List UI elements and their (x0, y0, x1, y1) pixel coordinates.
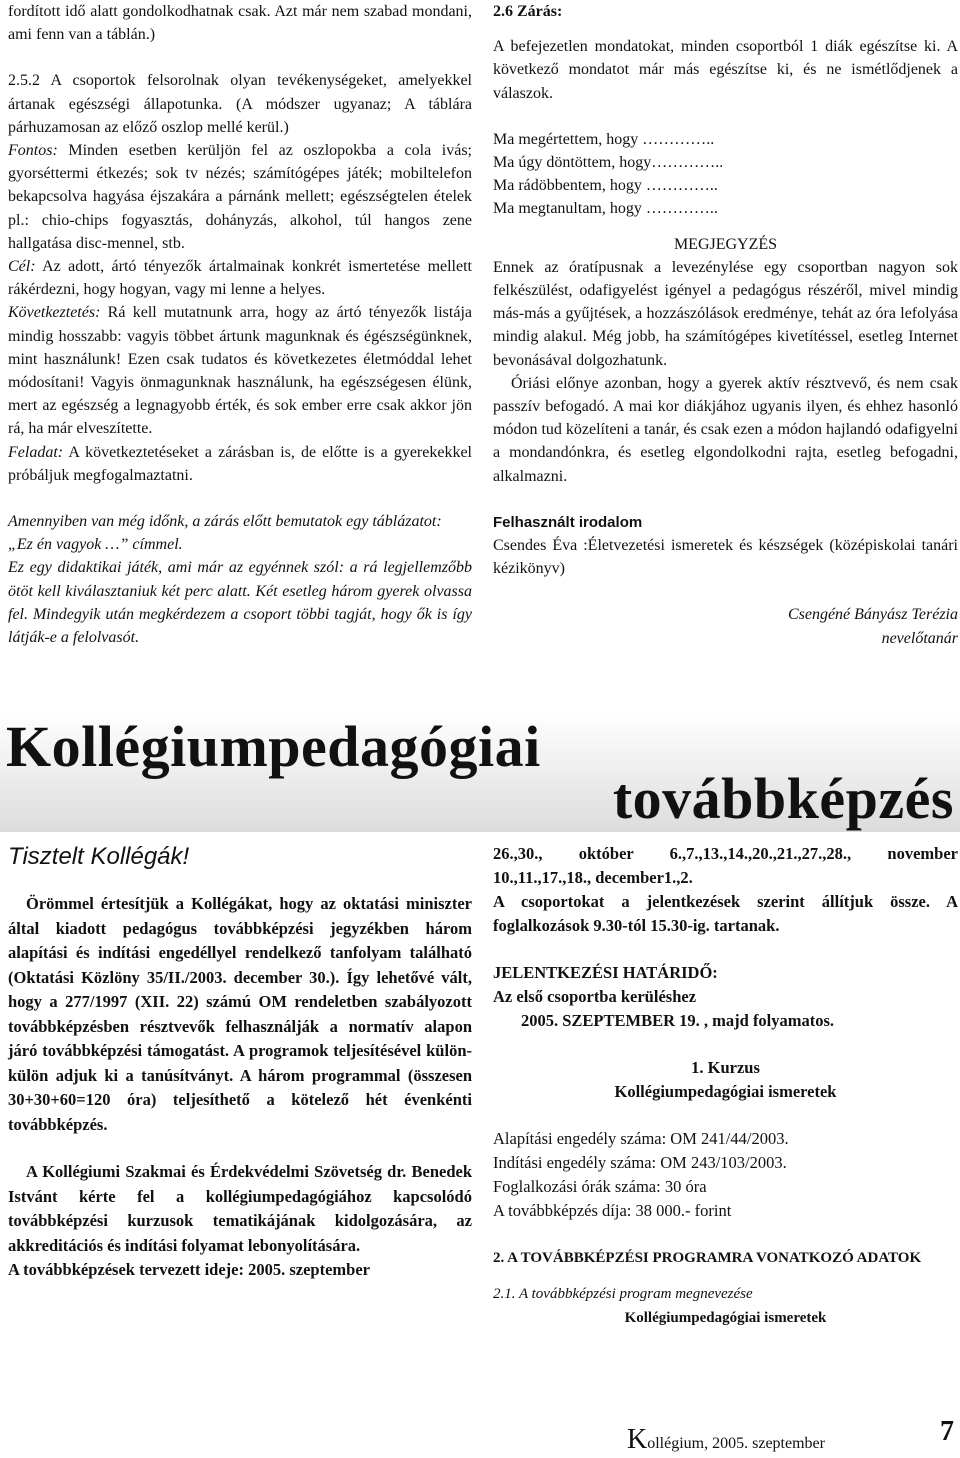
announcement-body (8, 892, 472, 1283)
text-feladat: A következtetéseket a zárásban is, de előtte is a gyerekekkel próbáljuk megfogalmaztatni. (8, 443, 472, 484)
section-heading: 2.6 Zárás: (493, 3, 563, 20)
sentence-starter: Ma úgy döntöttem, hogy………….. (493, 154, 724, 172)
course-name: Kollégiumpedagógiai ismeretek (614, 1082, 837, 1101)
paragraph-italic: Ez egy didaktikai játék, ami már az egyénnek szól: a rá legjellemzőbb ötöt kell kiválasztaniuk két perc alatt. Két esetleg három gyerek olvassa fel. Mindegyik után megkérdezem a csoport többi tagját, hogy ők is így látják-e a felolvasót. (8, 559, 472, 647)
salutation: Tisztelt Kollégák! (8, 843, 190, 870)
text-fontos: Minden esetben kerüljön fel az oszlopokba a cola ivás; gyorséttermi étkezés; sok tv nézés; számítógépes játék; mobiltelefon bekapcsolva hagyása éjszakára a párnánk mellett; egészségtelen ételek pl.: chio-chips fogyasztás, dohányzás, alkohol, túl hangos zene hallgatása disc-mennel, stb. (8, 142, 472, 252)
literature-text: Csendes Éva :Életvezetési ismeretek és készségek (középiskolai tanári kézikönyv) (493, 537, 958, 578)
subsection-heading: 2.1. A továbbképzési program megnevezése (493, 1286, 753, 1302)
course-info: Alapítási engedély száma: OM 241/44/2003. (493, 1129, 789, 1148)
sentence-starter: Ma megtanultam, hogy ………….. (493, 200, 718, 218)
page-number: 7 (940, 1416, 954, 1447)
paragraph-cel (8, 255, 472, 301)
footer-magazine (627, 1424, 825, 1456)
text-kovetkeztetes: Rá kell mutatnunk arra, hogy az ártó tényezők listája mindig hosszabb: vagyis többet ártunk magunknak és égészségünknek, mint használunk! Ezen csak tudatos és következetes életmóddal lehet módosítani! Vagyis önmagunknak használunk, ha egészségesen élünk, mert az egészség a legnagyobb érték, és sok ember erre csak akkor jön rá, ha már elveszítette. (8, 304, 472, 438)
label-fontos: Fontos: (8, 142, 58, 160)
footer-text: ollégium, 2005. szeptember (647, 1435, 825, 1452)
footer-initial: K (627, 1424, 648, 1455)
author-name: Csengéné Bányász Terézia (787, 606, 958, 624)
paragraph: A befejezetlen mondatokat, minden csoportból 1 diák egészítse ki. A következő mondatot már más egészítse ki, és ne ismétlődjenek a válaszok. (493, 38, 958, 102)
course-info: A továbbképzés díja: 38 000.- forint (493, 1201, 732, 1220)
deadline-date: 2005. SZEPTEMBER 19. , majd folyamatos. (521, 1011, 835, 1030)
bottom-right-column (493, 842, 958, 1330)
top-left-column (8, 0, 472, 649)
note-paragraph: Óriási előnye azonban, hogy a gyerek aktív résztvevő, és nem csak passzív befogadó. A mai kor diákjához ugyanis ilyen, és ehhez hasonló módon tud közelíteni a tanár, és csak ezen a módon hajlandó odafigyelni a mondandónkra, és esetleg elgondolkodni rajta, esetleg befogadni, alkalmazni. (493, 374, 958, 485)
banner-title-line2: továbbképzés (612, 766, 954, 831)
sentence-starter: Ma megértettem, hogy ………….. (493, 130, 715, 148)
course-info: Foglalkozási órák száma: 30 óra (493, 1177, 707, 1196)
label-cel: Cél: (8, 258, 36, 276)
paragraph-fontos (8, 139, 472, 255)
deadline-title: JELENTKEZÉSI HATÁRIDŐ: (493, 963, 718, 982)
paragraph: Örömmel értesítjük a Kollégákat, hogy az oktatási miniszter által kiadott pedagógus továbbképzési jegyzékben három alapítási és indítási engedéllyel rendelkező tanfolyam található (Oktatási Közlöny 35/II./2003. december 30.). Így lehetővé vált, hogy a 277/1997 (XII. 22) számú OM rendeletben szabályozott továbbképzésben résztvevők felhasználják a normatív alapon járó továbbképzési támogatást. A programok teljesítésével külön-külön adjuk ki a tanúsítványt. A három programmal (összesen 30+30+60=120 óra) teljesíthető a kötelező hét évenkénti továbbképzés. (8, 894, 472, 1134)
paragraph-italic: Amennyiben van még időnk, a zárás előtt bemutatok egy táblázatot: (8, 513, 442, 531)
deadline-sub: Az első csoportba kerüléshez (493, 987, 697, 1006)
schedule-info: A csoportokat a jelentkezések szerint állítjuk össze. A foglalkozások 9.30-tól 15.30-ig. tartanak. (493, 892, 958, 935)
banner-title-line1: Kollégiumpedagógiai (6, 714, 541, 779)
paragraph-italic: „Ez én vagyok …” címmel. (8, 536, 183, 554)
paragraph: A Kollégiumi Szakmai és Érdekvédelmi Szövetség dr. Benedek Istvánt kérte fel a kollégiumpedagógiához kapcsolódó továbbképzési kurzusok tematikájának kidolgozására, az akkreditációs és indítási folyamat lebonyolítására. (8, 1162, 472, 1255)
program-name: Kollégiumpedagógiai ismeretek (624, 1310, 827, 1326)
label-kovetkeztetes: Következtetés: (8, 304, 101, 322)
sentence-starter: Ma rádöbbentem, hogy ………….. (493, 177, 718, 195)
text-cel: Az adott, ártó tényezők ártalmainak konkrét ismertetése mellett rákérdezni, hogy hogyan, vagy mi lenne a helyes. (8, 258, 472, 299)
top-right-column (493, 0, 958, 650)
literature-title: Felhasznált irodalom (493, 513, 643, 531)
course-number: 1. Kurzus (691, 1058, 760, 1077)
paragraph-kovetkeztetes (8, 301, 472, 440)
note-paragraph: Ennek az óratípusnak a levezénylése egy csoportban nagyon sok felkészülést, odafigyelést igényel a pedagógus részéről, mivel mindig más-más a gyűjtések, a hozzászólások eredménye, tehát az óra lefolyása mindig alakul. Még jobb, ha számítógépes kivetítéssel, esetleg Internet bevonásával dolgozhatunk. (493, 258, 958, 369)
section-heading: 2. A TOVÁBBKÉPZÉSI PROGRAMRA VONATKOZÓ ADATOK (493, 1250, 922, 1266)
paragraph: fordított idő alatt gondolkodhatnak csak. Azt már nem szabad mondani, ami fenn van a táblán.) (8, 3, 472, 44)
author-role: nevelőtanár (881, 629, 958, 647)
paragraph-feladat (8, 441, 472, 487)
bottom-left-column (8, 842, 472, 1283)
paragraph: 2.5.2 A csoportok felsorolnak olyan tevékenységeket, amelyekkel ártanak egészségi állapotunka. (A módszer ugyanaz; A táblára párhuzamosan az előző oszlop mellé kerül.) (8, 72, 472, 136)
schedule-dates: 26.,30., október 6.,7.,13.,14.,20.,21.,27.,28., november 10.,11.,17.,18., december1.,2. (493, 844, 958, 887)
course-info: Indítási engedély száma: OM 243/103/2003. (493, 1153, 787, 1172)
paragraph: A továbbképzések tervezett ideje: 2005. szeptember (8, 1260, 370, 1279)
label-feladat: Feladat: (8, 443, 64, 461)
note-title: MEGJEGYZÉS (673, 235, 778, 253)
